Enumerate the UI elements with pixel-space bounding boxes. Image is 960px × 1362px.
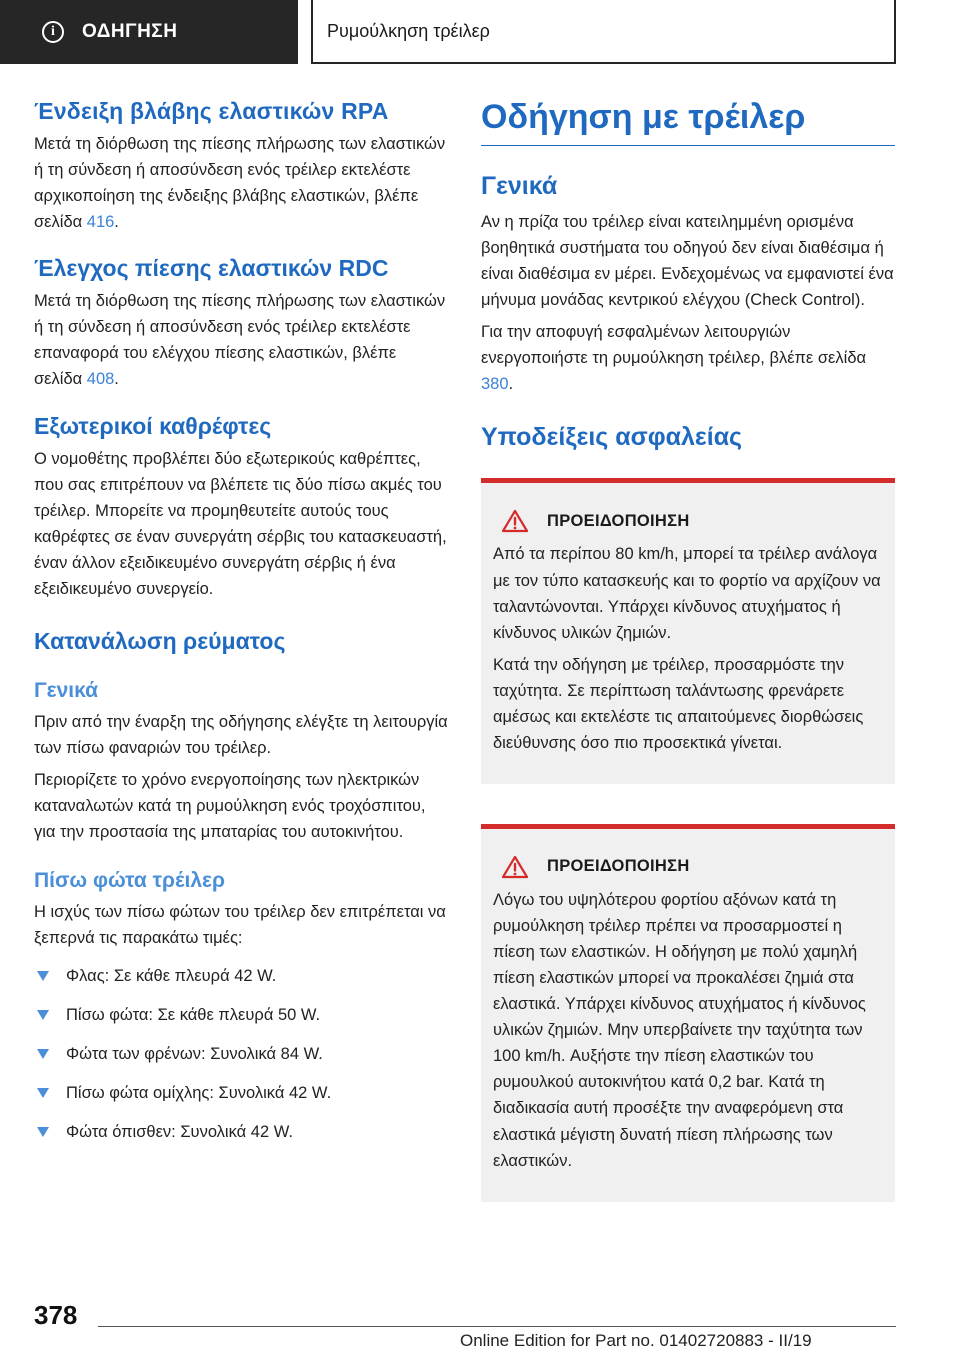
- list-item-text: Φλας: Σε κάθε πλευρά 42 W.: [66, 966, 277, 985]
- general-paragraph-1: Αν η πρίζα του τρέιλερ είναι κατειλημμένη ορισμένα βοηθητικά συστήματα του οδηγού δεν είναι διαθέσιμα ή είναι διαθέσιμα εν μέρει. Ενδεχομένως να εμφανιστεί ένα μήνυμα μονάδας κεντρικού ελέγχου (Check Control).: [481, 213, 894, 310]
- list-item: [34, 1076, 448, 1110]
- warning-title: ΠΡΟΕΙΔΟΠΟΙΗΣΗ: [547, 857, 690, 876]
- list-item-text: Πίσω φώτα: Σε κάθε πλευρά 50 W.: [66, 1005, 321, 1024]
- list-item-text: Φώτα των φρένων: Συνολικά 84 W.: [66, 1044, 323, 1063]
- list-item-text: Φώτα όπισθεν: Συνολικά 42 W.: [66, 1122, 293, 1141]
- triangle-bullet-icon: [37, 971, 49, 981]
- list-item: [34, 998, 448, 1032]
- list-item-text: Πίσω φώτα ομίχλης: Συνολικά 42 W.: [66, 1083, 332, 1102]
- rear-lights-subheading: Πίσω φώτα τρέιλερ: [34, 869, 225, 893]
- left-column: [34, 98, 448, 1154]
- current-heading: Κατανάλωση ρεύματος: [34, 627, 286, 654]
- info-icon: i: [42, 21, 64, 43]
- warning-paragraph: Από τα περίπου 80 km/h, μπορεί τα τρέιλερ ανάλογα με τον τύπο κατασκευής και το φορτίο να αρχίζουν να ταλαντώνονται. Υπάρχει κίνδυνος ατυχήματος ή κίνδυνος υλικών ζημιών.: [493, 545, 881, 642]
- warning-triangle-icon: [501, 855, 529, 879]
- warning-box-2: [481, 824, 895, 1202]
- section-title: ΟΔΗΓΗΣΗ: [82, 21, 178, 42]
- warning-triangle-icon: [501, 509, 529, 533]
- general-text: Για την αποφυγή εσφαλμένων λειτουργιών ενεργοποιήστε τη ρυμούλκηση τρέιλερ, βλέπε σελίδα: [481, 323, 867, 368]
- triangle-bullet-icon: [37, 1049, 49, 1059]
- list-item: [34, 959, 448, 993]
- triangle-bullet-icon: [37, 1127, 49, 1137]
- rpa-page-link[interactable]: 416: [86, 213, 115, 232]
- chapter-title: Ρυμούλκηση τρέιλερ: [327, 20, 490, 41]
- general-heading: Γενικά: [481, 172, 558, 200]
- general-page-link[interactable]: 380: [481, 375, 509, 394]
- triangle-bullet-icon: [37, 1088, 49, 1098]
- main-title: Οδήγηση με τρέιλερ: [481, 98, 895, 146]
- list-item: [34, 1037, 448, 1071]
- power-limits-list: [34, 959, 448, 1149]
- section-tab: [0, 0, 298, 64]
- warning-paragraph: Κατά την οδήγηση με τρέιλερ, προσαρμόστε την ταχύτητα. Σε περίπτωση ταλάντωσης φρενάρετε αμέσως και εκτελέστε τις απαιτούμενες διορθώσεις διεύθυνσης όσο πιο προσεκτικά γίνεται.: [493, 655, 864, 752]
- mirrors-heading: Εξωτερικοί καθρέφτες: [34, 412, 272, 439]
- warning-header: [493, 509, 883, 533]
- rdc-heading: Έλεγχος πίεσης ελαστικών RDC: [34, 255, 389, 282]
- rpa-text: Μετά τη διόρθωση της πίεσης πλήρωσης των ελαστικών ή τη σύνδεση ή αποσύνδεση ενός τρέιλερ εκτελέστε αρχικοποίηση της ένδειξης βλάβης ελαστικών, βλέπε σελίδα: [34, 135, 446, 232]
- page-header: [0, 0, 960, 66]
- rdc-page-link[interactable]: 408: [86, 370, 115, 389]
- general-paragraph-2: Περιορίζετε το χρόνο ενεργοποίησης των ηλεκτρικών καταναλωτών κατά τη ρυμούλκηση ενός τροχόσπιτου, για την προστασία της μπαταρίας του αυτοκινήτου.: [34, 771, 426, 842]
- rdc-text: Μετά τη διόρθωση της πίεσης πλήρωσης των ελαστικών ή τη σύνδεση ή αποσύνδεση ενός τρέιλερ εκτελέστε επαναφορά του ελέγχου πίεσης ελαστικών, βλέπε σελίδα: [34, 292, 446, 389]
- chapter-tab: [311, 0, 896, 64]
- general-paragraph-2: Για την αποφυγή εσφαλμένων λειτουργιών ενεργοποιήστε τη ρυμούλκηση τρέιλερ, βλέπε σελίδα 380.: [481, 323, 867, 394]
- rpa-heading: Ένδειξη βλάβης ελαστικών RPA: [34, 98, 389, 124]
- warning-paragraph: Λόγω του υψηλότερου φορτίου αξόνων κατά τη ρυμούλκηση τρέιλερ πρέπει να προσαρμοστεί η πίεση των ελαστικών. Η οδήγηση με πολύ χαμηλή πίεση ελαστικών μπορεί να προκαλέσει ζημιά στα ελαστικά. Υπάρχει κίνδυνος ατυχήματος ή κίνδυνος υλικών ζημιών. Μην υπερβαίνετε την ταχύτητα των 100 km/h. Αυξήστε την πίεση ελαστικών του ρυμουλκού αυτοκινήτου κατά 0,2 bar. Κατά τη διαδικασία αυτή προσέξτε την αναφερόμενη στα ελαστικά μέγιστη δυνατή πίεση πλήρωσης των ελαστικών.: [493, 890, 866, 1170]
- list-item: [34, 1115, 448, 1149]
- right-column: [481, 98, 895, 1242]
- triangle-bullet-icon: [37, 1010, 49, 1020]
- warning-header: [493, 855, 883, 879]
- rdc-paragraph: Μετά τη διόρθωση της πίεσης πλήρωσης των ελαστικών ή τη σύνδεση ή αποσύνδεση ενός τρέιλερ εκτελέστε επαναφορά του ελέγχου πίεσης ελαστικών, βλέπε σελίδα 408.: [34, 292, 446, 389]
- general-subheading: Γενικά: [34, 678, 99, 702]
- rear-lights-paragraph: Η ισχύς των πίσω φώτων του τρέιλερ δεν επιτρέπεται να ξεπερνά τις παρακάτω τιμές:: [34, 903, 446, 948]
- mirrors-paragraph: Ο νομοθέτης προβλέπει δύο εξωτερικούς καθρέπτες, που σας επιτρέπουν να βλέπετε τις δύο πίσω ακμές του τρέιλερ. Μπορείτε να προμηθευτείτε αυτούς τους καθρέφτες σε έναν συνεργάτη σέρβις του κατασκευαστή, έναν άλλον εξειδικευμένο συνεργάτη σέρβις ή ένα εξειδικευμένο συνεργείο.: [34, 449, 447, 598]
- warning-box-1: [481, 478, 895, 784]
- page-number: 378: [34, 1300, 78, 1330]
- safety-heading: Υποδείξεις ασφαλείας: [481, 423, 743, 452]
- rpa-paragraph: Μετά τη διόρθωση της πίεσης πλήρωσης των ελαστικών ή τη σύνδεση ή αποσύνδεση ενός τρέιλερ εκτελέστε αρχικοποίηση της ένδειξης βλάβης ελαστικών, βλέπε σελίδα 416.: [34, 135, 446, 232]
- warning-title: ΠΡΟΕΙΔΟΠΟΙΗΣΗ: [547, 511, 690, 530]
- general-paragraph-1: Πριν από την έναρξη της οδήγησης ελέγξτε τη λειτουργία των πίσω φαναριών του τρέιλερ.: [34, 712, 448, 757]
- edition-text: Online Edition for Part no. 01402720883 - II/19: [460, 1331, 812, 1350]
- footer-divider: [98, 1326, 896, 1327]
